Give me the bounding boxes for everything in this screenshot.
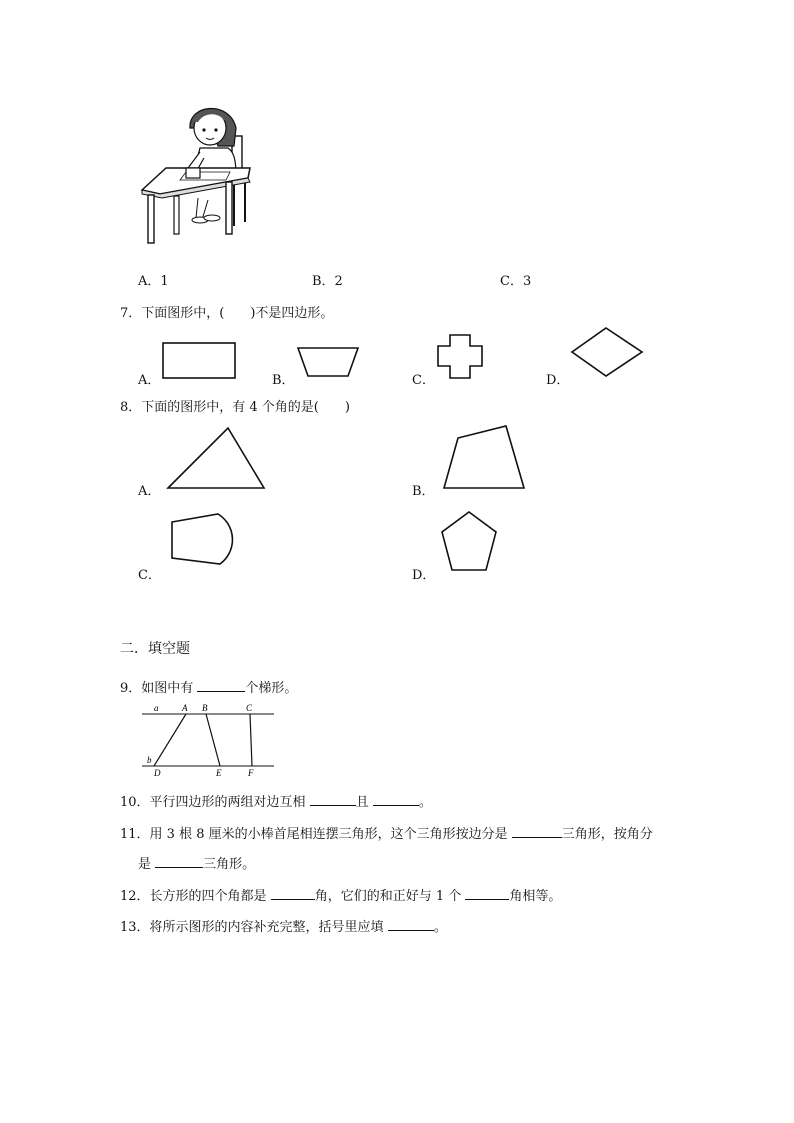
q7-option-d-label: D． — [546, 373, 570, 388]
q12-blank-2[interactable] — [465, 887, 509, 900]
q13-stem — [120, 916, 447, 935]
q10-blank-2[interactable] — [373, 793, 419, 806]
q8-option-b-label: B． — [412, 484, 435, 499]
q7-stem: 7．下面图形中，( )不是四边形。 — [120, 306, 334, 321]
q9-label-F: F — [248, 768, 254, 778]
q7-cross-shape — [436, 334, 484, 380]
q9-label-E: E — [216, 768, 222, 778]
q9-stem-before: 9．如图中有 — [120, 681, 198, 696]
q11-line1 — [120, 823, 653, 842]
q11-line2-part1: 是 — [138, 857, 156, 872]
q8-arc-shape — [170, 512, 242, 566]
q12-part2: 角，它们的和正好与 1 个 — [314, 889, 466, 904]
q8-triangle-shape — [166, 426, 266, 490]
q12-part1: 12．长方形的四个角都是 — [120, 889, 271, 904]
q7-rectangle-shape — [162, 342, 236, 380]
q11-blank-2[interactable] — [155, 855, 203, 868]
q7-option-c-label: C． — [412, 373, 435, 388]
q8-stem: 8．下面的图形中，有 4 个角的是( ) — [120, 400, 350, 415]
q9-stem — [120, 677, 297, 696]
q13-part1: 13．将所示图形的内容补充完整，括号里应填 — [120, 920, 388, 935]
q8-pentagon-shape — [440, 510, 498, 572]
q10-part1: 10．平行四边形的两组对边互相 — [120, 795, 310, 810]
q8-option-d-label: D． — [412, 568, 436, 583]
q9-label-B: B — [202, 703, 208, 713]
q8-option-c-label: C． — [138, 568, 161, 583]
q11-blank-1[interactable] — [512, 825, 562, 838]
q9-label-b: b — [147, 755, 152, 765]
q9-label-A: A — [182, 703, 188, 713]
q9-label-D: D — [154, 768, 161, 778]
q7-option-b-label: B． — [272, 373, 295, 388]
q11-line1-part1: 11．用 3 根 8 厘米的小棒首尾相连摆三角形，这个三角形按边分是 — [120, 827, 512, 842]
q6-option-b: B．2 — [312, 274, 343, 289]
q11-line1-part2: 三角形，按角分 — [561, 827, 653, 842]
q10-stem — [120, 791, 432, 810]
q12-part3: 角相等。 — [509, 889, 562, 904]
q6-option-c: C．3 — [500, 274, 532, 289]
q8-option-a-label: A． — [138, 484, 161, 499]
q9-parallel-lines-figure — [140, 702, 276, 780]
q10-blank-1[interactable] — [310, 793, 356, 806]
q13-part2: 。 — [433, 920, 447, 935]
q6-option-a: A．1 — [138, 274, 169, 289]
q8-irregular-quadrilateral-shape — [442, 424, 526, 490]
section-2-title: 二．填空题 — [120, 641, 190, 657]
girl-at-desk-illustration — [138, 98, 258, 248]
q10-part2: 且 — [355, 795, 373, 810]
q9-answer-blank[interactable] — [197, 679, 245, 692]
q7-trapezoid-shape — [296, 346, 360, 378]
q11-line2-part2: 三角形。 — [203, 857, 256, 872]
q9-stem-after: 个梯形。 — [245, 681, 298, 696]
q12-blank-1[interactable] — [271, 887, 315, 900]
q9-label-a: a — [154, 703, 159, 713]
q12-stem — [120, 885, 561, 904]
q10-part3: 。 — [418, 795, 432, 810]
q7-rhombus-shape — [570, 326, 644, 378]
q7-option-a-label: A． — [138, 373, 161, 388]
q11-line2 — [138, 853, 255, 872]
q13-blank[interactable] — [388, 918, 434, 931]
q9-label-C: C — [246, 703, 253, 713]
